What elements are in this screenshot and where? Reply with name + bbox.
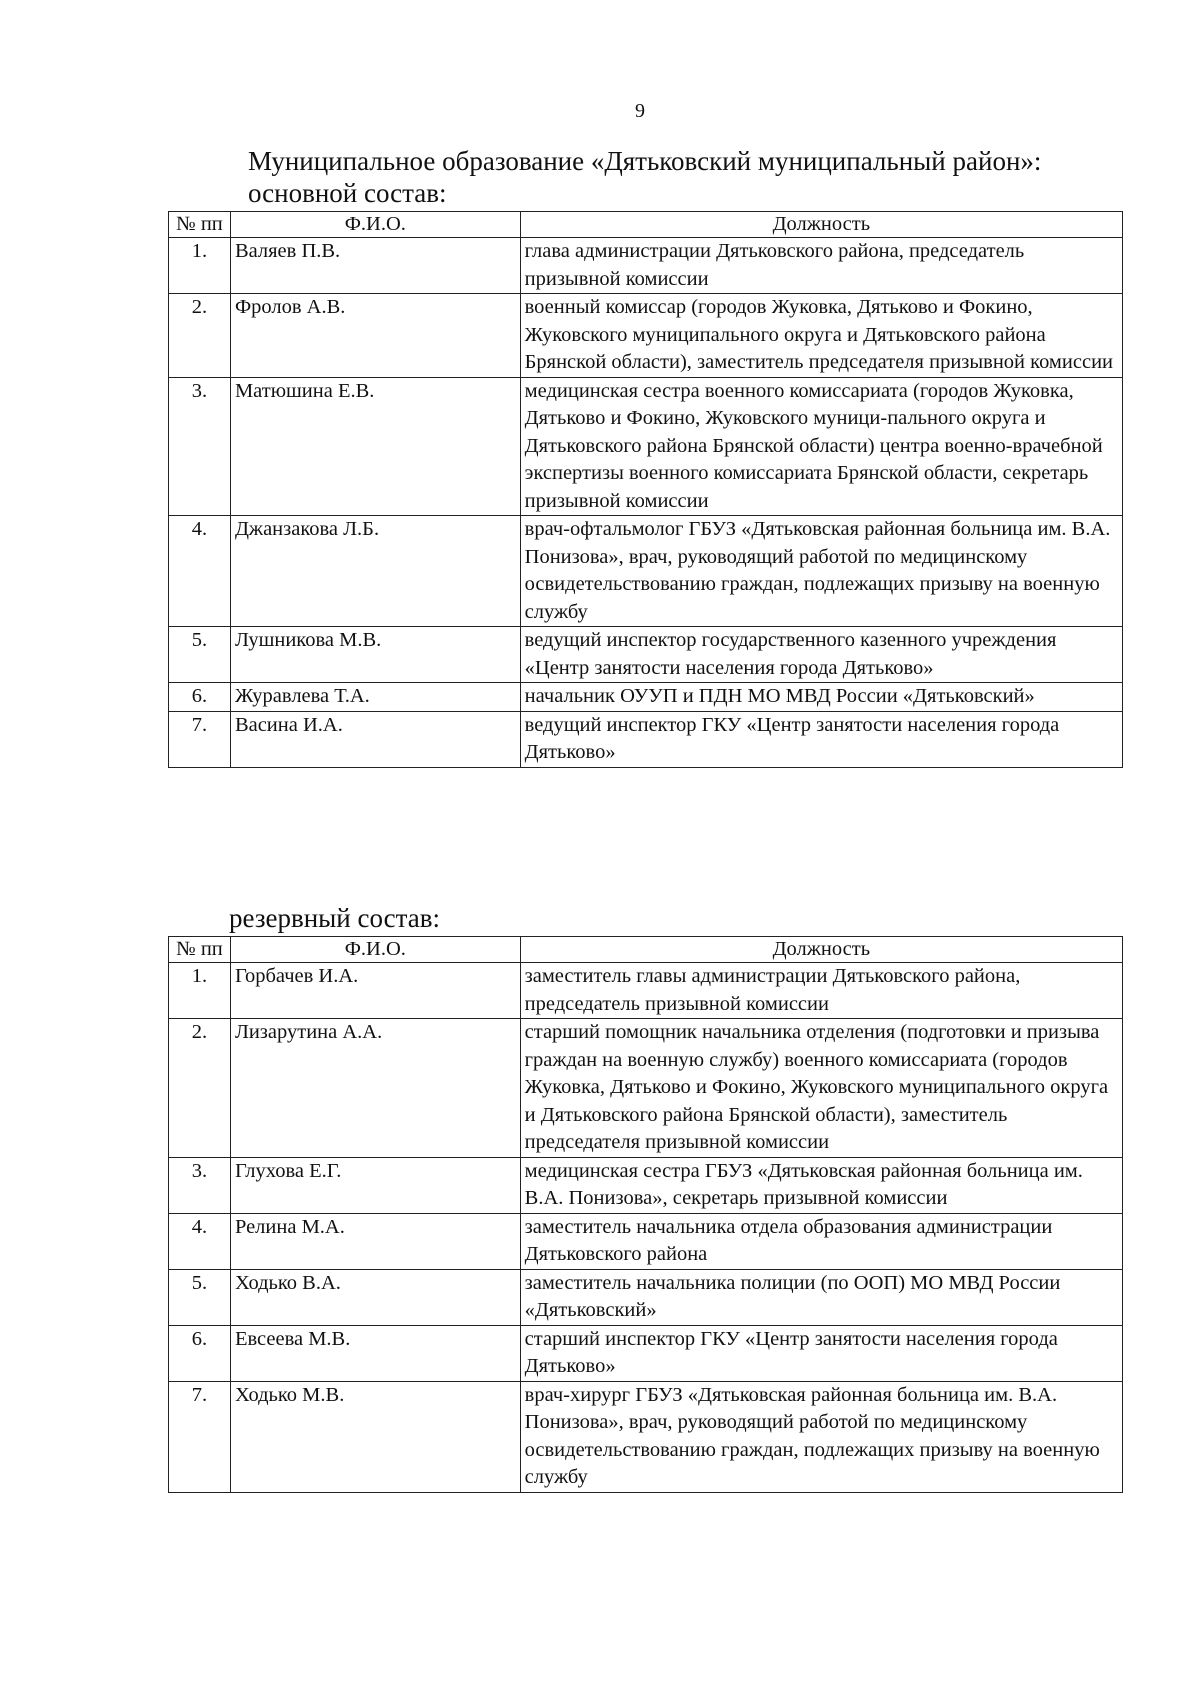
row-number: 1. — [169, 963, 231, 1019]
reserve-composition-subheading: резервный состав: — [229, 903, 441, 933]
table-row — [169, 377, 1123, 516]
row-number: 2. — [169, 294, 231, 378]
table-row — [169, 1157, 1123, 1213]
member-name: Васина И.А. — [230, 711, 520, 767]
main-composition-table — [168, 211, 1123, 768]
row-number: 5. — [169, 1269, 231, 1325]
row-number: 6. — [169, 1325, 231, 1381]
member-name: Журавлева Т.А. — [230, 683, 520, 712]
table-row — [169, 683, 1123, 712]
column-header-name: Ф.И.О. — [230, 212, 520, 238]
member-position: врач-хирург ГБУЗ «Дятьковская районная больница им. В.А. Понизова», врач, руководящий работой по медицинскому освидетельствованию граждан, подлежащих призыву на военную службу — [520, 1381, 1122, 1492]
row-number: 3. — [169, 1157, 231, 1213]
column-header-number: № пп — [169, 937, 231, 963]
main-composition-subheading: основной состав: — [248, 178, 447, 208]
member-name: Джанзакова Л.Б. — [230, 516, 520, 627]
member-position: старший помощник начальника отделения (подготовки и призыва граждан на военную службу) военного комиссариата (городов Жуковка, Дятьково и Фокино, Жуковского муниципального округа и Дятьковского района Брянской области), заместитель председателя призывной комиссии — [520, 1019, 1122, 1158]
document-heading: Муниципальное образование «Дятьковский муниципальный район»: — [248, 146, 1042, 176]
row-number: 7. — [169, 1381, 231, 1492]
member-position: ведущий инспектор государственного казенного учреждения «Центр занятости населения города Дятьково» — [520, 627, 1122, 683]
member-name: Матюшина Е.В. — [230, 377, 520, 516]
table-row — [169, 294, 1123, 378]
column-header-position: Должность — [520, 212, 1122, 238]
member-name: Ходько М.В. — [230, 1381, 520, 1492]
member-name: Лизарутина А.А. — [230, 1019, 520, 1158]
member-position: старший инспектор ГКУ «Центр занятости населения города Дятьково» — [520, 1325, 1122, 1381]
table-row — [169, 1325, 1123, 1381]
member-position: заместитель начальника полиции (по ООП) МО МВД России «Дятьковский» — [520, 1269, 1122, 1325]
table-row — [169, 1381, 1123, 1492]
row-number: 5. — [169, 627, 231, 683]
member-position: врач-офтальмолог ГБУЗ «Дятьковская районная больница им. В.А. Понизова», врач, руководящий работой по медицинскому освидетельствованию граждан, подлежащих призыву на военную службу — [520, 516, 1122, 627]
member-position: медицинская сестра военного комиссариата (городов Жуковка, Дятьково и Фокино, Жуковского муници-пального округа и Дятьковского района Брянской области) центра военно-врачебной экспертизы военного комиссариата Брянской области, секретарь призывной комиссии — [520, 377, 1122, 516]
member-position: заместитель главы администрации Дятьковского района, председатель призывной комиссии — [520, 963, 1122, 1019]
table-row — [169, 627, 1123, 683]
table-row — [169, 1213, 1123, 1269]
row-number: 7. — [169, 711, 231, 767]
member-name: Горбачев И.А. — [230, 963, 520, 1019]
member-position: глава администрации Дятьковского района, председатель призывной комиссии — [520, 238, 1122, 294]
row-number: 6. — [169, 683, 231, 712]
row-number: 4. — [169, 1213, 231, 1269]
row-number: 3. — [169, 377, 231, 516]
row-number: 4. — [169, 516, 231, 627]
column-header-number: № пп — [169, 212, 231, 238]
member-name: Ходько В.А. — [230, 1269, 520, 1325]
table-header-row — [169, 212, 1123, 238]
member-position: заместитель начальника отдела образования администрации Дятьковского района — [520, 1213, 1122, 1269]
member-name: Евсеева М.В. — [230, 1325, 520, 1381]
member-name: Фролов А.В. — [230, 294, 520, 378]
table-row — [169, 1269, 1123, 1325]
column-header-position: Должность — [520, 937, 1122, 963]
table-row — [169, 516, 1123, 627]
table-row — [169, 963, 1123, 1019]
member-name: Глухова Е.Г. — [230, 1157, 520, 1213]
member-position: ведущий инспектор ГКУ «Центр занятости населения города Дятьково» — [520, 711, 1122, 767]
page-number: 9 — [635, 100, 645, 122]
table-row — [169, 711, 1123, 767]
member-name: Лушникова М.В. — [230, 627, 520, 683]
member-position: военный комиссар (городов Жуковка, Дятьково и Фокино, Жуковского муниципального округа и Дятьковского района Брянской области), заместитель председателя призывной комиссии — [520, 294, 1122, 378]
table-row — [169, 238, 1123, 294]
row-number: 1. — [169, 238, 231, 294]
column-header-name: Ф.И.О. — [230, 937, 520, 963]
member-position: начальник ОУУП и ПДН МО МВД России «Дятьковский» — [520, 683, 1122, 712]
table-header-row — [169, 937, 1123, 963]
reserve-composition-table — [168, 936, 1123, 1493]
table-row — [169, 1019, 1123, 1158]
member-position: медицинская сестра ГБУЗ «Дятьковская районная больница им. В.А. Понизова», секретарь призывной комиссии — [520, 1157, 1122, 1213]
member-name: Валяев П.В. — [230, 238, 520, 294]
row-number: 2. — [169, 1019, 231, 1158]
member-name: Релина М.А. — [230, 1213, 520, 1269]
